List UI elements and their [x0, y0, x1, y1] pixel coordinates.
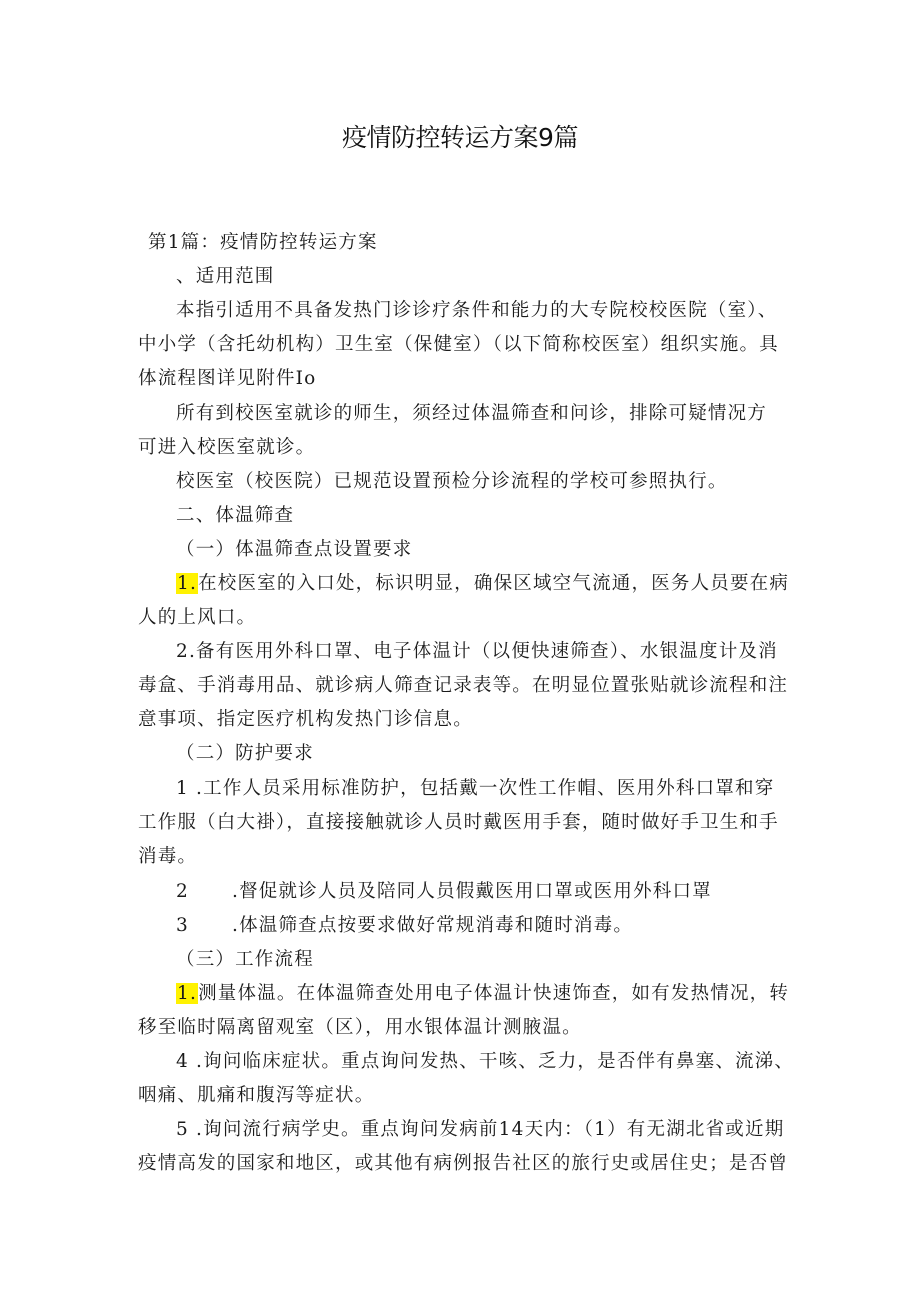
- paragraph-line: 中小学（含托幼机构）卫生室（保健室）（以下简称校医室）组织实施。具: [138, 334, 779, 355]
- paragraph-line: 疫情高发的国家和地区，或其他有病例报告社区的旅行史或居住史；是否曾: [138, 1153, 789, 1174]
- paragraph-line: 1.在校医室的入口处，标识明显，确保区域空气流通，医务人员要在病: [177, 573, 790, 594]
- paragraph-line: 意事项、指定医疗机构发热门诊信息。: [138, 709, 473, 730]
- paragraph-line: 校医室（校医院）已规范设置预检分诊流程的学校可参照执行。: [176, 471, 728, 492]
- section-heading: 二、体温筛查: [176, 505, 295, 526]
- paragraph-line: 咽痛、肌痛和腹泻等症状。: [138, 1085, 375, 1106]
- paragraph-line: 本指引适用不具备发热门诊诊疗条件和能力的大专院校校医院（室）、: [176, 300, 778, 321]
- paragraph-line: 1 .工作人员采用标准防护，包括戴一次性工作帽、医用外科口罩和穿: [176, 778, 775, 799]
- highlighted-number: 1.: [177, 573, 198, 594]
- paragraph-line: 消毒。: [138, 846, 198, 867]
- subsection-heading: （三）工作流程: [176, 949, 314, 970]
- highlighted-number: 1.: [177, 983, 198, 1004]
- section-heading: 第1篇：疫情防控转运方案: [148, 232, 378, 253]
- paragraph-line: 体流程图详见附件Io: [138, 368, 317, 389]
- subsection-heading: （二）防护要求: [176, 743, 314, 764]
- list-number: 2: [176, 881, 189, 902]
- paragraph-line: 2 .督促就诊人员及陪同人员假戴医用口罩或医用外科口罩: [176, 881, 712, 902]
- paragraph-line: 5 .询问流行病学史。重点询问发病前14天内：（1）有无湖北省或近期: [176, 1119, 785, 1140]
- paragraph-line: 工作服（白大褂），直接接触就诊人员时戴医用手套，随时做好手卫生和手: [138, 812, 779, 833]
- paragraph-line: 可进入校医室就诊。: [138, 437, 316, 458]
- list-number: 3: [176, 915, 189, 936]
- paragraph-line: 所有到校医室就诊的师生，须经过体温筛查和问诊，排除可疑情况方: [176, 403, 768, 424]
- paragraph-line: 1.测量体温。在体温筛查处用电子体温计快速饰查，如有发热情况，转: [177, 983, 790, 1004]
- paragraph-line: 3 .体温筛查点按要求做好常规消毒和随时消毒。: [176, 915, 634, 936]
- document-title: 疫情防控转运方案9篇: [342, 123, 578, 152]
- paragraph-line: 4 .询问临床症状。重点询问发热、干咳、乏力，是否伴有鼻塞、流涕、: [176, 1051, 795, 1072]
- paragraph-line: 人的上风口。: [138, 607, 257, 628]
- paragraph-line: 、适用范围: [176, 266, 275, 287]
- subsection-heading: （一）体温筛查点设置要求: [176, 539, 413, 560]
- paragraph-line: 移至临时隔离留观室（区），用水银体温计测腋温。: [138, 1017, 582, 1038]
- paragraph-line: 毒盒、手消毒用品、就诊病人筛查记录表等。在明显位置张贴就诊流程和注: [138, 675, 789, 696]
- paragraph-line: 2.备有医用外科口罩、电子体温计（以便快速筛查）、水银温度计及消: [176, 641, 778, 662]
